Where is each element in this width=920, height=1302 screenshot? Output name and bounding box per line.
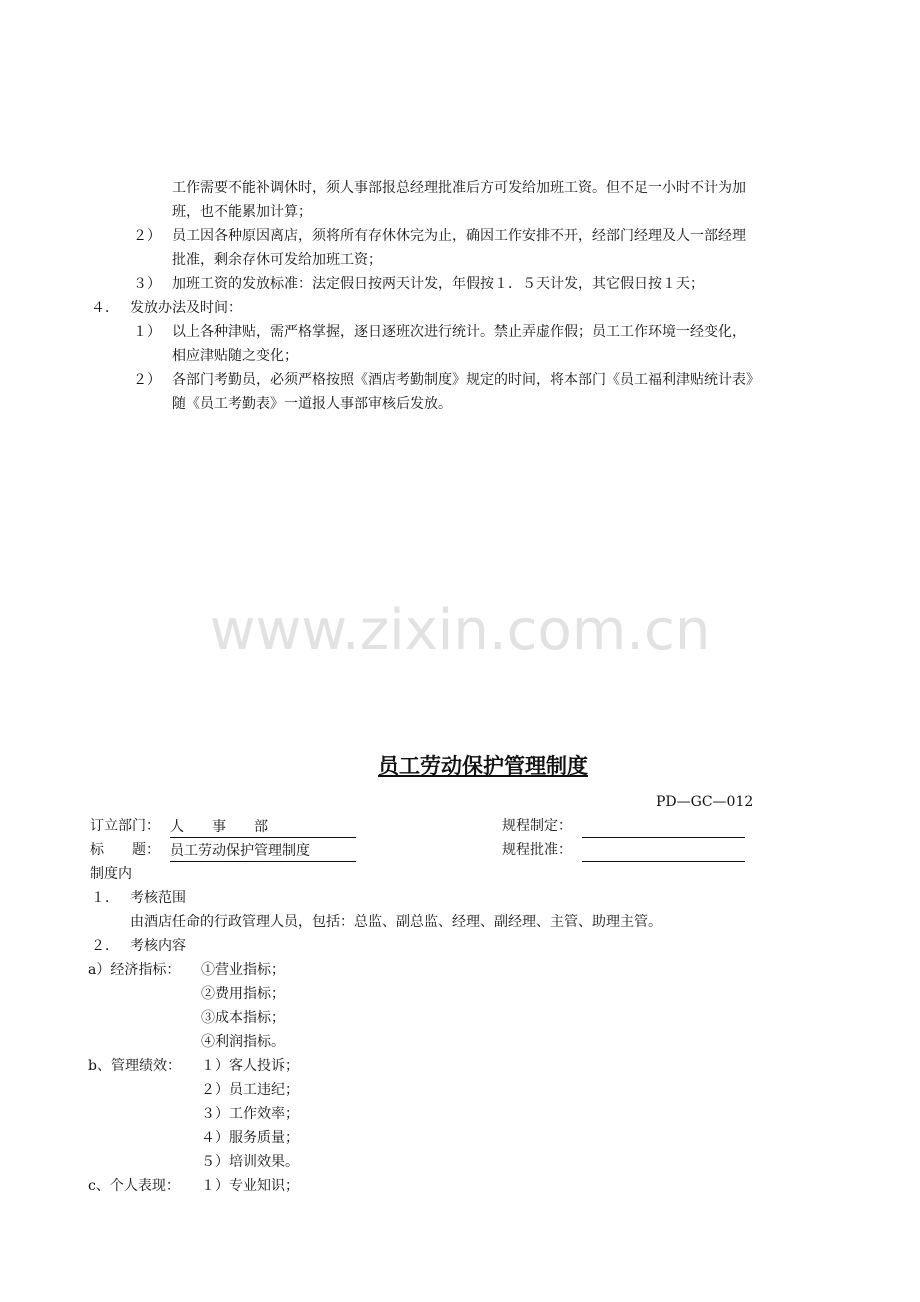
document-code: PD—GC—012 — [656, 794, 754, 810]
section-number: ４． — [91, 300, 119, 316]
list-item: １）客人投诉； — [201, 1058, 299, 1074]
continuation-line-1: 工作需要不能补调休时，须人事部报总经理批准后方可发给加班工资。但不足一小时不计为加 — [172, 180, 746, 196]
item-2-line-2: 批准，剩余存休可发给加班工资； — [172, 252, 382, 268]
dept-label: 订立部门： — [90, 818, 160, 834]
document-title: 员工劳动保护管理制度 — [378, 754, 588, 778]
list-item: ③成本指标； — [201, 1010, 285, 1026]
subject-label: 标 题： — [90, 842, 160, 858]
group-b-label: b、管理绩效： — [88, 1058, 181, 1074]
continuation-line-2: 班，也不能累加计算； — [172, 204, 312, 220]
section-number: １． — [91, 890, 119, 906]
section-1-title: 考核范围 — [130, 890, 186, 906]
s4-item-2-line-1: 各部门考勤员，必须严格按照《酒店考勤制度》规定的时间，将本部门《员工福利津贴统计表》 — [172, 372, 760, 388]
rule-made-blank — [582, 815, 745, 838]
item-number: ３） — [133, 276, 161, 292]
section-number: ２． — [91, 938, 119, 954]
item-number: ２） — [133, 228, 161, 244]
list-item: ４）服务质量； — [201, 1130, 299, 1146]
list-item: ②费用指标； — [201, 986, 285, 1002]
list-item: ３）工作效率； — [201, 1106, 299, 1122]
section-1-body: 由酒店任命的行政管理人员，包括：总监、副总监、经理、副经理、主管、助理主管。 — [130, 914, 662, 930]
s4-item-1-line-1: 以上各种津贴，需严格掌握，逐日逐班次进行统计。禁止弄虚作假；员工工作环境一经变化， — [172, 324, 746, 340]
dept-value: 人 事 部 — [170, 815, 356, 838]
group-c-label: c、个人表现： — [88, 1178, 180, 1194]
list-item: ５）培训效果。 — [201, 1154, 299, 1170]
subject-value: 员工劳动保护管理制度 — [170, 839, 356, 862]
item-2-line-1: 员工因各种原因离店，须将所有存休休完为止，确因工作安排不开，经部门经理及人一部经理 — [172, 228, 746, 244]
s4-item-2-line-2: 随《员工考勤表》一道报人事部审核后发放。 — [172, 396, 452, 412]
item-number: ２） — [133, 372, 161, 388]
item-3-text: 加班工资的发放标准：法定假日按两天计发，年假按１．５天计发，其它假日按１天； — [172, 276, 704, 292]
list-item: ①营业指标； — [201, 962, 285, 978]
rule-approved-blank — [582, 839, 745, 862]
list-item: ２）员工违纪； — [201, 1082, 299, 1098]
rule-approved-label: 规程批准： — [502, 842, 572, 858]
watermark: www.zixin.com.cn — [209, 598, 711, 663]
rule-made-label: 规程制定： — [502, 818, 572, 834]
list-item: １）专业知识； — [201, 1178, 299, 1194]
section-4-title: 发放办法及时间： — [130, 300, 242, 316]
section-2-title: 考核内容 — [130, 938, 186, 954]
list-item: ④利润指标。 — [201, 1034, 285, 1050]
group-a-label: a）经济指标： — [88, 962, 181, 978]
item-number: １） — [133, 324, 161, 340]
s4-item-1-line-2: 相应津贴随之变化； — [172, 348, 298, 364]
content-label: 制度内 — [90, 866, 132, 882]
